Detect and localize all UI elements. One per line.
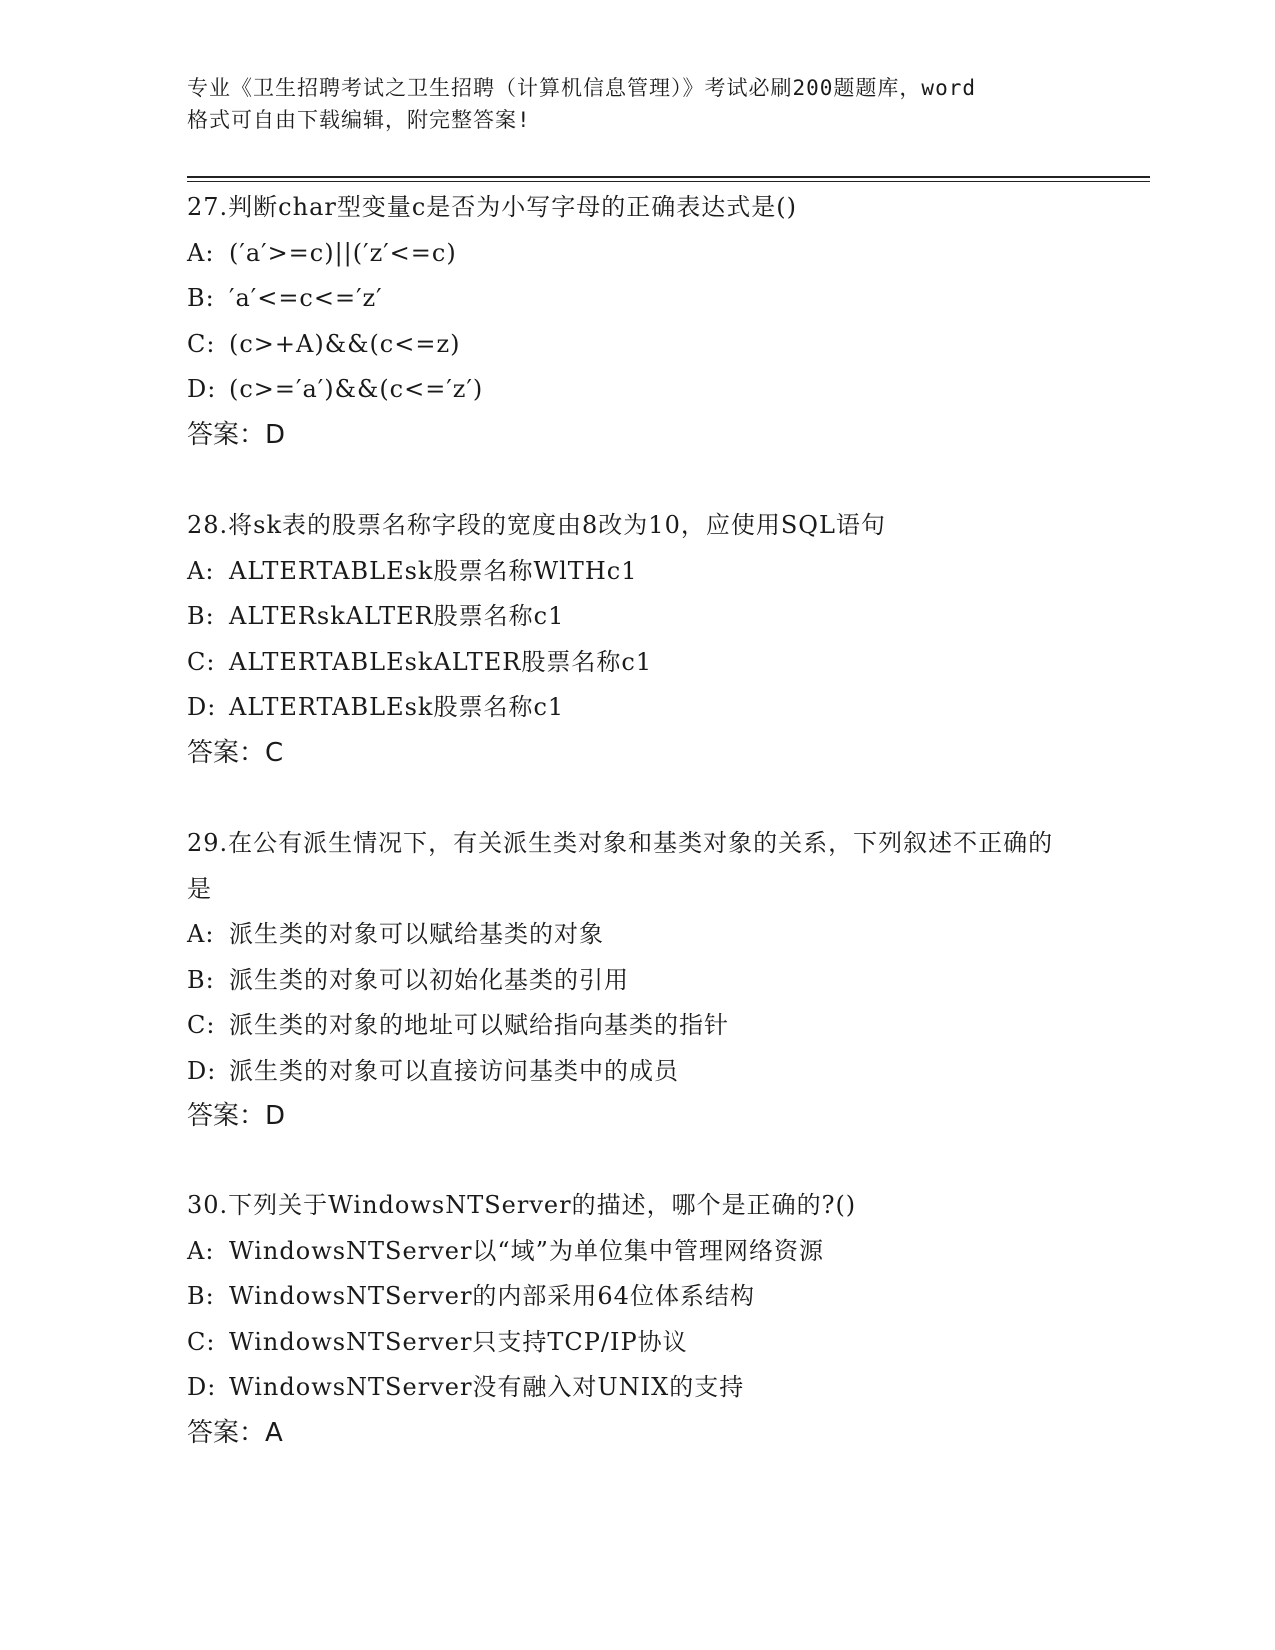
question-block-29: [187, 821, 1087, 1140]
option-text: (c>+A)&&(c<=z): [229, 329, 461, 358]
question-block-30: [187, 1183, 1087, 1456]
header-line-2: 格式可自由下载编辑，附完整答案!: [187, 108, 531, 132]
option-label: D:: [187, 693, 217, 721]
option-label: D:: [187, 1056, 217, 1085]
option-label: A:: [187, 1236, 215, 1265]
question-block-28: [187, 503, 1087, 776]
option-text: 派生类的对象可以直接访问基类中的成员: [229, 1056, 679, 1085]
option-label: C:: [187, 329, 216, 358]
option-text: ALTERskALTER股票名称c1: [229, 602, 565, 630]
option-text: 派生类的对象的地址可以赋给指向基类的指针: [229, 1011, 729, 1039]
option-label: D:: [187, 375, 217, 403]
header-divider-thin: [187, 181, 1150, 182]
option-text: 派生类的对象可以初始化基类的引用: [229, 965, 629, 994]
answer-line: 答案：D: [187, 1101, 286, 1131]
header-line-1: 专业《卫生招聘考试之卫生招聘（计算机信息管理）》考试必刷200题题库，word: [187, 76, 976, 100]
option-b: [187, 276, 1087, 322]
document-header: [187, 72, 1087, 136]
option-label: B:: [187, 1282, 215, 1310]
option-text: WindowsNTServer的内部采用64位体系结构: [229, 1282, 755, 1310]
answer-line: 答案：A: [187, 1417, 283, 1448]
option-b: [187, 594, 1087, 640]
answer-line: 答案：C: [187, 737, 284, 768]
option-d: [187, 1365, 1087, 1411]
option-text: ALTERTABLEsk股票名称c1: [229, 693, 565, 721]
option-label: B:: [187, 602, 215, 630]
option-label: C:: [187, 647, 216, 676]
option-text: WindowsNTServer没有融入对UNIX的支持: [229, 1373, 745, 1401]
question-stem: 29.在公有派生情况下，有关派生类对象和基类对象的关系，下列叙述不正确的是: [187, 829, 1054, 903]
option-a: [187, 549, 1087, 595]
option-text: (c>=′a′)&&(c<=′z′): [229, 375, 484, 403]
option-text: ′a′<=c<=′z′: [229, 284, 383, 312]
option-label: A:: [187, 920, 215, 948]
header-divider-thick: [187, 176, 1150, 178]
option-label: D:: [187, 1373, 217, 1401]
option-d: [187, 685, 1087, 731]
option-label: B:: [187, 284, 215, 312]
option-b: [187, 1274, 1087, 1320]
option-text: ALTERTABLEskALTER股票名称c1: [229, 647, 653, 676]
option-text: (′a′>=c)||(′z′<=c): [229, 238, 457, 267]
question-stem: 27.判断char型变量c是否为小写字母的正确表达式是(): [187, 193, 798, 221]
option-label: A:: [187, 556, 215, 585]
option-text: ALTERTABLEsk股票名称WlTHc1: [229, 556, 638, 585]
question-stem: 28.将sk表的股票名称字段的宽度由8改为10，应使用SQL语句: [187, 511, 886, 539]
option-c: [187, 1003, 1087, 1049]
option-text: WindowsNTServer以“域”为单位集中管理网络资源: [229, 1236, 824, 1265]
option-b: [187, 958, 1087, 1004]
question-block-27: [187, 185, 1087, 458]
option-d: [187, 1049, 1087, 1095]
option-c: [187, 1320, 1087, 1366]
option-label: A:: [187, 238, 215, 267]
option-a: [187, 912, 1087, 958]
option-label: B:: [187, 965, 215, 994]
option-text: 派生类的对象可以赋给基类的对象: [229, 920, 604, 948]
answer-line: 答案：D: [187, 419, 286, 450]
option-a: [187, 1229, 1087, 1275]
option-c: [187, 322, 1087, 368]
option-label: C:: [187, 1011, 216, 1039]
option-d: [187, 367, 1087, 413]
option-label: C:: [187, 1327, 216, 1356]
option-c: [187, 640, 1087, 686]
question-stem: 30.下列关于WindowsNTServer的描述，哪个是正确的?(): [187, 1191, 857, 1219]
option-text: WindowsNTServer只支持TCP/IP协议: [229, 1327, 688, 1356]
option-a: [187, 231, 1087, 277]
